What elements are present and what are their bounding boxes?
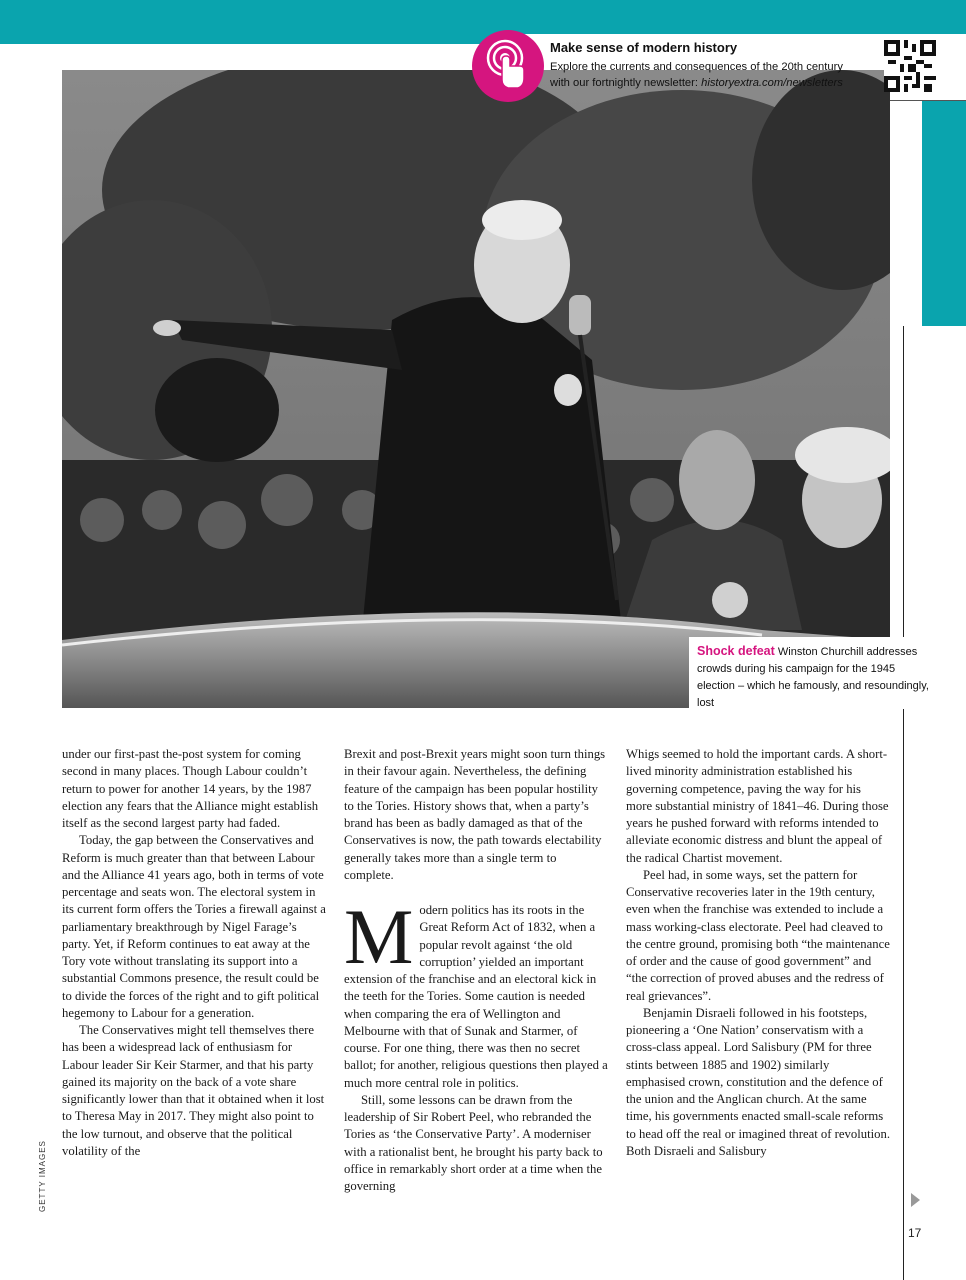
next-page-arrow-icon[interactable] [909, 1192, 921, 1208]
column-3 [626, 746, 890, 1160]
newsletter-link[interactable]: historyextra.com/newsletters [701, 77, 843, 89]
column-2 [344, 746, 608, 1195]
paragraph: Benjamin Disraeli followed in his footsteps, pioneering a ‘One Nation’ conservatism with a cross-class appeal. Lord Salisbury (PM for three stints between 1885 and 1902) similarly emphasised crown, constitution and the defence of the union and the Anglican church. At the same time, his governments enacted small-scale reforms to head off the real or imagined threat of revolution. Both Disraeli and Salisbury [626, 1005, 890, 1158]
paragraph: Brexit and post-Brexit years might soon turn things in their favour again. Nevertheless, the defining feature of the campaign has been popular hostility to the Tories. History shows that, when a party’s brand has been as badly damaged as that of the Conservatives is now, the path towards electability generally takes more than a single term to complete. [344, 747, 606, 882]
churchill-photo [62, 70, 890, 708]
column-1 [62, 746, 326, 1160]
paragraph: The Conservatives might tell themselves there has been a widespread lack of enthusiasm for Labour leader Sir Keir Starmer, and that his party gained its majority on the back of a vote share significantly lower than that it obtained when it lost to Theresa May in 2017. They might also point to the low turnout, and observe that the political volatility of the [62, 1023, 325, 1158]
dropcap-paragraph [344, 893, 608, 1092]
photo-caption [689, 637, 935, 709]
promo-line-2: with our fortnightly newsletter: [550, 77, 702, 89]
promo-text [550, 59, 870, 91]
paragraph: Still, some lessons can be drawn from the leadership of Sir Robert Peel, who rebranded the Tories as ‘the Conservative Party’. A moderniser with a rationalist bent, he brought his party back to office in remarkably short order at a time when the governing [344, 1092, 603, 1193]
paragraph-text: odern politics has its roots in the Great Reform Act of 1832, when a popular revolt against ‘the old corruption’ yielded an important extension of the franchise and an electoral kick in the teeth for the Tories. Some caution is needed when comparing the era of Wellington and Melbourne with that of Sunak and Starmer, of course. For one thing, there was then no secret ballot; for another, religious questions then played a much more central role in politics. [344, 903, 608, 1090]
promo-line-1: Explore the currents and consequences of the 20th century [550, 61, 843, 73]
caption-text: Winston Churchill addresses crowds during his campaign for the 1945 election – which he famously, and resoundingly, lost [697, 646, 929, 709]
photo-credit: GETTY IMAGES [38, 1140, 47, 1212]
margin-rule [903, 326, 904, 1280]
paragraph: Whigs seemed to hold the important cards. A short-lived minority administration established his governing competence, paving the way for his more substantial ministry of 1841–46. During those years he pushed forward with reforms intended to alleviate economic distress and blunt the appeal of the radical Chartist movement. [626, 747, 889, 865]
promo-title: Make sense of modern history [550, 40, 738, 55]
caption-label: Shock defeat [697, 644, 775, 658]
drop-cap: M [344, 893, 414, 980]
side-tab-marker [922, 100, 966, 326]
paragraph: Peel had, in some ways, set the pattern for Conservative recoveries later in the 19th century, even when the franchise was extended to include a mass working-class electorate. Peel had cleaved to the centre ground, promising both “the maintenance of order and the cause of good government” and “the correction of proved abuses and the redress of real grievances”. [626, 867, 890, 1003]
page-number: 17 [908, 1226, 922, 1240]
tap-hand-icon[interactable] [472, 30, 544, 102]
qr-code-icon[interactable] [884, 40, 936, 92]
paragraph: Today, the gap between the Conservatives and Reform is much greater than that between Labour and the Alliance 41 years ago, both in terms of vote percentage and seats won. The electoral system in its current form offers the Tories a firewall against a parliamentary breakthrough by Nigel Farage’s party. Yet, if Reform continues to eat away at the Tory vote without translating its support into a substantial Commons presence, the result could be to divide the forces of the right and to gift political hegemony to Labour for a generation. [62, 833, 326, 1020]
paragraph: under our first-past the-post system for coming second in many places. Though Labour couldn’t return to power for another 14 years, by the 1987 election any fears that the Alliance might establish itself as the second largest party had faded. [62, 747, 319, 830]
